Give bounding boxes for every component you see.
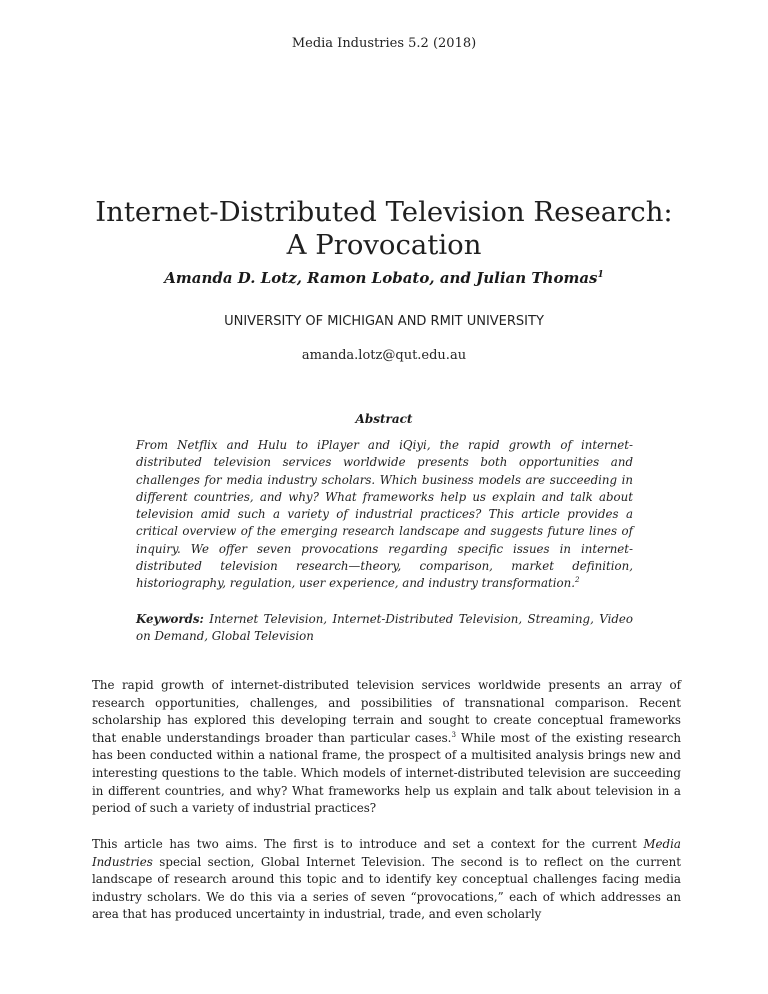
keywords-list: Internet Television, Internet-Distributed Television, Streaming, Video on Demand, Global Television — [136, 612, 633, 644]
paragraph-2-text-a: This article has two aims. The first is to introduce and set a context for the current — [92, 837, 644, 851]
paragraph-1-text-a: The rapid growth of internet-distributed television services worldwide presents an array of research opportunities, challenges, and possibilities of transnational comparison. Recent scholarship has explored this developing terrain and sought to create conceptual frameworks that enable understandings broader than particular cases. — [92, 678, 681, 745]
keywords-label: Keywords: — [136, 612, 204, 626]
article-title — [60, 196, 708, 262]
keywords — [136, 611, 633, 646]
footnote-marker-2[interactable]: 2 — [574, 575, 580, 585]
paragraph-2-text-b: special section, Global Internet Television. The second is to reflect on the current landscape of research around this topic and to identify key conceptual challenges facing media industry scholars. We do this via a series of seven “provocations,” each of which addresses an area that has produced uncertainty in industrial, trade, and even scholarly — [92, 854, 681, 922]
author-list — [0, 269, 768, 287]
abstract-body: From Netflix and Hulu to iPlayer and iQiyi, the rapid growth of internet-distributed television services worldwide presents both opportunities and challenges for media industry scholars. Which business models are succeeding in different countries, and why? What frameworks help us explain and talk about television amid such a variety of industrial practices? This article provides a critical overview of the emerging research landscape and suggests future lines of inquiry. We offer seven provocations regarding specific issues in internet-distributed television research—theory, comparison, market definition, historiography, regulation, user experience, and industry transformation. — [136, 438, 633, 591]
running-head: Media Industries 5.2 (2018) — [291, 36, 477, 51]
abstract-text — [136, 437, 633, 593]
paragraph-1-text-b: While most of the existing research has been conducted within a national frame, the prospect of a multisited analysis brings new and interesting questions to the table. Which models of internet-distributed television are succeeding in different countries, and why? What frameworks help us explain and talk about television in a period of such a variety of industrial practices? — [92, 730, 681, 816]
affiliation: UNIVERSITY OF MICHIGAN AND RMIT UNIVERSITY — [224, 314, 544, 329]
author-email[interactable]: amanda.lotz@qut.edu.au — [301, 348, 467, 363]
body-paragraph-2 — [92, 836, 681, 924]
title-line-1: Internet-Distributed Television Research: — [95, 196, 673, 228]
author-names: Amanda D. Lotz, Ramon Lobato, and Julian Thomas — [164, 269, 598, 287]
body-paragraph-1 — [92, 677, 681, 818]
abstract-heading: Abstract — [355, 412, 413, 426]
title-line-2: A Provocation — [286, 229, 482, 261]
journal-name: Media Industries — [92, 837, 681, 869]
footnote-marker-3[interactable]: 3 — [451, 729, 456, 739]
footnote-marker-1[interactable]: 1 — [597, 270, 604, 280]
